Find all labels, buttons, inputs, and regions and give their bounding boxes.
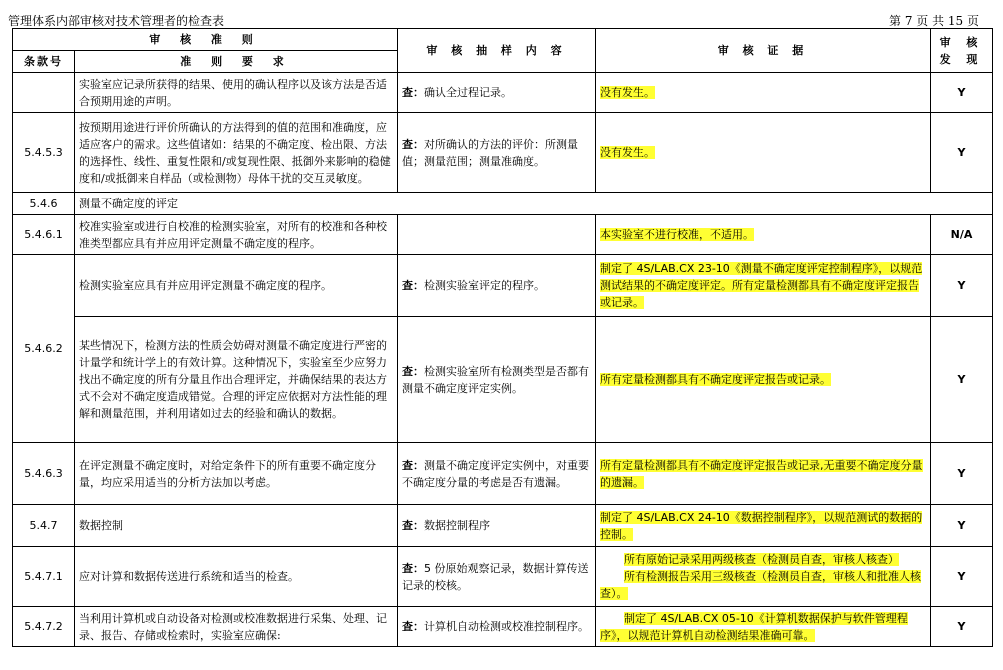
finding-value: Y	[931, 317, 993, 443]
sample-content	[398, 443, 596, 505]
sample-label: 查：	[402, 561, 424, 575]
sample-content	[398, 547, 596, 607]
sample-content	[398, 113, 596, 193]
finding-value: Y	[931, 113, 993, 193]
sample-label: 查：	[402, 458, 424, 472]
sample-label: 查：	[402, 137, 424, 151]
clause-number: 5.4.6.1	[13, 215, 75, 255]
sample-label: 查：	[402, 279, 424, 292]
table-row	[13, 215, 993, 255]
table-row	[13, 607, 993, 647]
sample-label: 查：	[402, 86, 424, 99]
page-header	[6, 2, 997, 28]
finding-value: Y	[931, 255, 993, 317]
requirement-column-header: 准 则 要 求	[75, 51, 398, 73]
evidence-cell	[596, 73, 931, 113]
table-row	[13, 73, 993, 113]
evidence-cell	[596, 215, 931, 255]
evidence-cell	[596, 113, 931, 193]
sample-text: 测量不确定度评定实例中，对重要不确定度分量的考虑是否有遗漏。	[402, 458, 589, 489]
finding-column-header: 审 核 发 现	[931, 29, 993, 73]
evidence-text: 没有发生。	[600, 146, 655, 159]
finding-value: Y	[931, 443, 993, 505]
sample-label: 查：	[402, 364, 424, 378]
sample-label: 查：	[402, 519, 424, 532]
criteria-group-header: 审 核 准 则	[13, 29, 398, 51]
table-row	[13, 255, 993, 317]
evidence-text: 制定了 4S/LAB.CX 23-10《测量不确定度评定控制程序》，以规范测试结果的不确定度评定。所有定量检测都具有不确定度评定报告或记录。	[600, 262, 923, 309]
finding-value: N/A	[931, 215, 993, 255]
evidence-cell	[596, 547, 931, 607]
sample-text: 检测实验室评定的程序。	[424, 279, 545, 292]
clause-number: 5.4.5.3	[13, 113, 75, 193]
sample-label: 查：	[402, 620, 424, 633]
table-row	[13, 317, 993, 443]
sample-text: 数据控制程序	[424, 519, 490, 532]
sample-text: 确认全过程记录。	[424, 86, 512, 99]
requirement-text: 某些情况下，检测方法的性质会妨碍对测量不确定度进行严密的计量学和统计学上的有效计算。这种情况下，实验室至少应努力找出不确定度的所有分量且作出合理评定，并确保结果的表达方式不会对不确定度造成错觉。合理的评定应依据对方法性能的理解和测量范围，并利用诸如过去的经验和确认的数据。	[75, 317, 398, 443]
sample-content	[398, 505, 596, 547]
evidence-text: 制定了 4S/LAB.CX 24-10《数据控制程序》，以规范测试的数据的控制。	[600, 510, 923, 541]
evidence-line: 所有检测报告采用三级核查（检测员自查，审核人和批准人核查）。	[600, 570, 921, 600]
requirement-text: 应对计算和数据传送进行系统和适当的检查。	[75, 547, 398, 607]
evidence-cell	[596, 443, 931, 505]
finding-value: Y	[931, 505, 993, 547]
requirement-text: 校准实验室或进行自校准的检测实验室，对所有的校准和各种校准类型都应具有并应用评定测量不确定度的程序。	[75, 215, 398, 255]
document-title: 管理体系内部审核对技术管理者的检查表	[8, 14, 225, 28]
sample-text: 计算机自动检测或校准控制程序。	[424, 620, 589, 633]
clause-number: 5.4.6	[13, 193, 75, 215]
requirement-text: 按预期用途进行评价所确认的方法得到的值的范围和准确度，应适应客户的需求。这些值诸如：结果的不确定度、检出限、方法的选择性、线性、重复性限和/或复现性限、抵御外来影响的稳健度和/或抵御来自样品（或检测物）母体干扰的交互灵敏度。	[75, 113, 398, 193]
evidence-text: 制定了 4S/LAB.CX 05-10《计算机数据保护与软件管理程序》，以规范计算机自动检测结果准确可靠。	[600, 611, 908, 642]
finding-value: Y	[931, 73, 993, 113]
sample-content	[398, 317, 596, 443]
sample-content	[398, 607, 596, 647]
sample-column-header: 审 核 抽 样 内 容	[398, 29, 596, 73]
section-title: 测量不确定度的评定	[75, 193, 993, 215]
sample-text: 5 份原始观察记录，数据计算传送记录的校核。	[402, 561, 589, 592]
clause-column-header: 条款号	[13, 51, 75, 73]
evidence-text: 所有定量检测都具有不确定度评定报告或记录,无重要不确定度分量的遗漏。	[600, 458, 923, 489]
clause-number: 5.4.7.1	[13, 547, 75, 607]
page-number: 第 7 页 共 15 页	[889, 14, 979, 28]
evidence-cell	[596, 317, 931, 443]
finding-value: Y	[931, 607, 993, 647]
clause-number	[13, 73, 75, 113]
evidence-cell	[596, 607, 931, 647]
requirement-text: 当利用计算机或自动设备对检测或校准数据进行采集、处理、记录、报告、存储或检索时，实验室应确保:	[75, 607, 398, 647]
clause-number: 5.4.7	[13, 505, 75, 547]
sample-content	[398, 255, 596, 317]
requirement-text: 数据控制	[75, 505, 398, 547]
evidence-cell	[596, 255, 931, 317]
requirement-text: 检测实验室应具有并应用评定测量不确定度的程序。	[75, 255, 398, 317]
table-row	[13, 505, 993, 547]
evidence-line: 所有原始记录采用两级核查（检测员自查，审核人核查）	[624, 553, 899, 566]
evidence-text: 所有定量检测都具有不确定度评定报告或记录。	[600, 373, 831, 386]
evidence-text: 本实验室不进行校准，不适用。	[600, 228, 754, 241]
requirement-text: 实验室应记录所获得的结果、使用的确认程序以及该方法是否适合预期用途的声明。	[75, 73, 398, 113]
audit-checklist-table	[12, 28, 993, 647]
finding-value: Y	[931, 547, 993, 607]
evidence-cell	[596, 505, 931, 547]
clause-number: 5.4.6.2	[13, 255, 75, 443]
evidence-text: 没有发生。	[600, 86, 655, 99]
section-row	[13, 193, 993, 215]
evidence-column-header: 审 核 证 据	[596, 29, 931, 73]
table-row	[13, 443, 993, 505]
clause-number: 5.4.6.3	[13, 443, 75, 505]
sample-content	[398, 215, 596, 255]
table-row	[13, 113, 993, 193]
sample-text: 检测实验室所有检测类型是否都有测量不确定度评定实例。	[402, 364, 589, 395]
sample-text: 对所确认的方法的评价：所测量值；测量范围；测量准确度。	[402, 137, 578, 168]
clause-number: 5.4.7.2	[13, 607, 75, 647]
table-row	[13, 547, 993, 607]
requirement-text: 在评定测量不确定度时，对给定条件下的所有重要不确定度分量，均应采用适当的分析方法加以考虑。	[75, 443, 398, 505]
sample-content	[398, 73, 596, 113]
